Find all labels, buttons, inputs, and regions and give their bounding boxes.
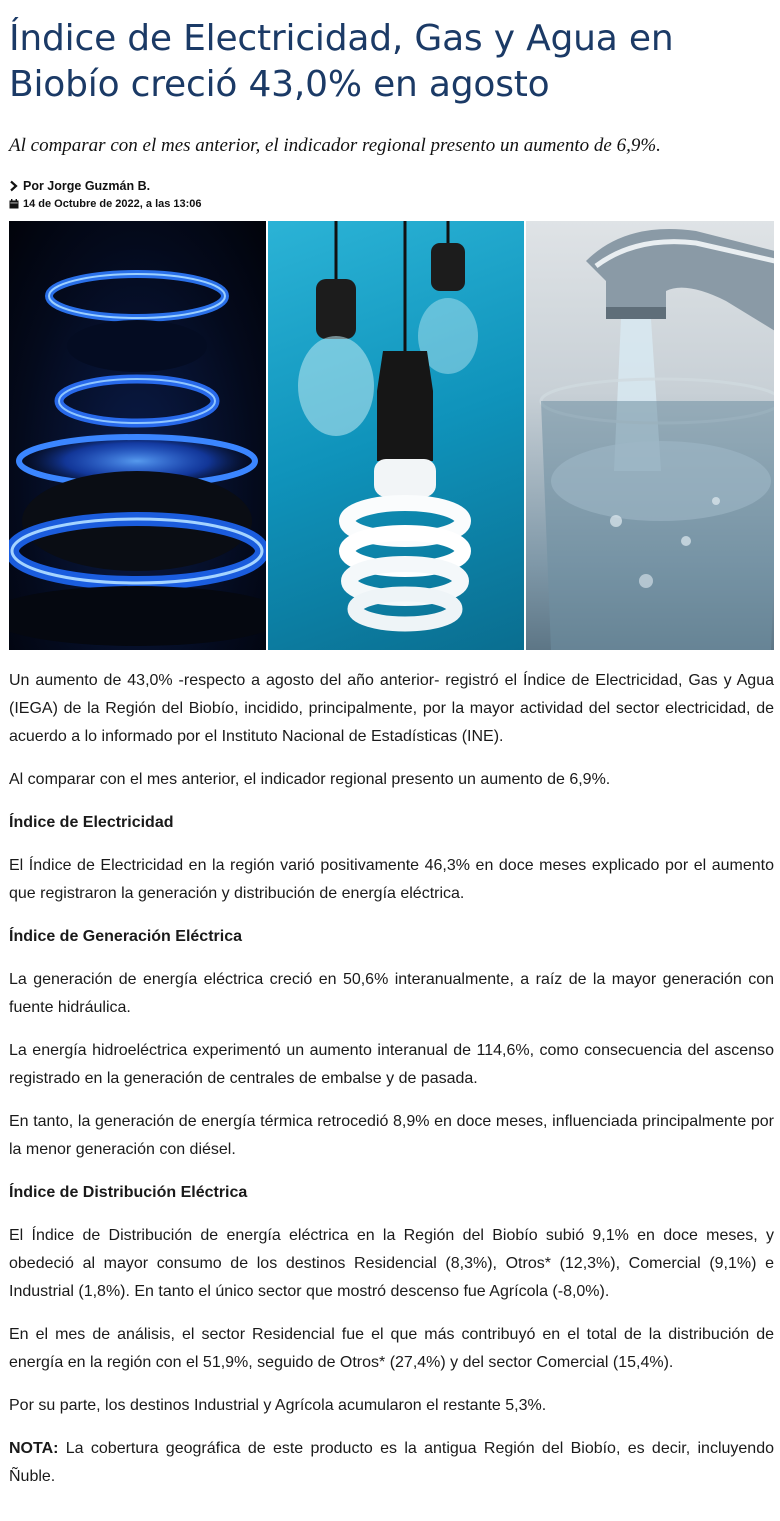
paragraph: En tanto, la generación de energía térmica retrocedió 8,9% en doce meses, influenciada principalmente por la menor generación con diésel. — [9, 1113, 774, 1158]
article-subtitle: Al comparar con el mes anterior, el indicador regional presento un aumento de 6,9%. — [9, 135, 661, 156]
paragraph: La energía hidroeléctrica experimentó un aumento interanual de 114,6%, como consecuencia del ascenso registrado en la generación de centrales de embalse y de pasada. — [9, 1042, 774, 1087]
author-name[interactable]: Por Jorge Guzmán B. — [23, 179, 151, 193]
article — [9, 0, 774, 1506]
paragraph: En el mes de análisis, el sector Residencial fue el que más contribuyó en el total de la distribución de energía en la región con el 51,9%, seguido de Otros* (27,4%) y del sector Comercial (15,4%). — [9, 1326, 774, 1371]
calendar-icon — [9, 199, 19, 209]
paragraph: La generación de energía eléctrica creció en 50,6% interanualmente, a raíz de la mayor generación con fuente hidráulica. — [9, 971, 774, 1016]
note-text: La cobertura geográfica de este producto es la antigua Región del Biobío, es decir, incluyendo Ñuble. — [9, 1440, 774, 1485]
dateline — [9, 197, 774, 211]
publish-date: 14 de Octubre de 2022, a las 13:06 — [23, 198, 202, 210]
light-bulb-image — [268, 221, 523, 650]
water-tap-image — [526, 221, 774, 650]
section-heading: Índice de Generación Eléctrica — [9, 928, 242, 945]
note-label: NOTA: — [9, 1440, 59, 1457]
section-heading: Índice de Electricidad — [9, 814, 174, 831]
section-heading: Índice de Distribución Eléctrica — [9, 1184, 248, 1201]
byline — [9, 178, 774, 194]
gas-flame-image — [9, 221, 266, 650]
chevron-right-icon — [9, 180, 18, 192]
paragraph: Por su parte, los destinos Industrial y Agrícola acumularon el restante 5,3%. — [9, 1397, 547, 1414]
hero-image — [9, 221, 774, 650]
paragraph: El Índice de Distribución de energía eléctrica en la Región del Biobío subió 9,1% en doce meses, y obedeció al mayor consumo de los destinos Residencial (8,3%), Otros* (12,3%), Comercial (9,1%) e Industrial (1,8%). En tanto el único sector que mostró descenso fue Agrícola (-8,0%). — [9, 1227, 774, 1300]
note-paragraph — [9, 1435, 774, 1491]
paragraph: El Índice de Electricidad en la región varió positivamente 46,3% en doce meses explicado por el aumento que registraron la generación y distribución de energía eléctrica. — [9, 857, 774, 902]
paragraph: Al comparar con el mes anterior, el indicador regional presento un aumento de 6,9%. — [9, 771, 611, 788]
article-title: Índice de Electricidad, Gas y Agua en Biobío creció 43,0% en agosto — [9, 18, 674, 105]
paragraph: Un aumento de 43,0% -respecto a agosto del año anterior- registró el Índice de Electricidad, Gas y Agua (IEGA) de la Región del Biobío, incidido, principalmente, por la mayor actividad del sector electricidad, de acuerdo a lo informado por el Instituto Nacional de Estadísticas (INE). — [9, 672, 774, 745]
article-body — [9, 667, 774, 1491]
